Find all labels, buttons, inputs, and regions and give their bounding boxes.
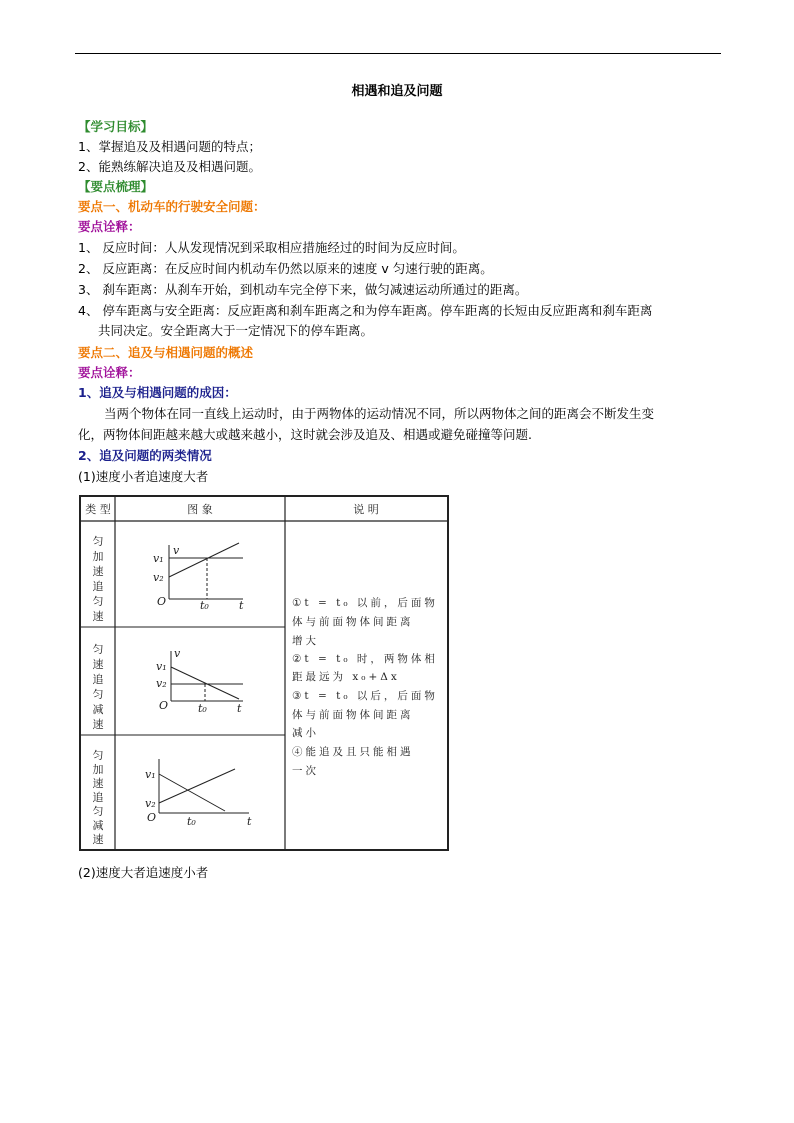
note-line-8: 减小 xyxy=(292,727,319,739)
point-1-item-3: 3、 刹车距离：从刹车开始，到机动车完全停下来，做匀减速运动所通过的距离。 xyxy=(78,282,528,297)
heading-goals: 【学习目标】 xyxy=(78,119,154,134)
note-line-1: ①t = t₀ 以前，后面物 xyxy=(292,597,438,609)
row-1-type-char-5: 匀 xyxy=(92,595,104,608)
row-1-type xyxy=(93,535,104,623)
point-2-explanation-label: 要点诠释： xyxy=(78,365,141,380)
note-line-6: ③t = t₀ 以后，后面物 xyxy=(292,690,438,702)
row-3-type-char-3: 速 xyxy=(92,777,104,790)
point-1-item-1: 1、 反应时间：人从发现情况到采取相应措施经过的时间为反应时间。 xyxy=(78,240,465,255)
row-2-type-char-1: 匀 xyxy=(92,643,104,656)
goal-1: 1、掌握追及及相遇问题的特点； xyxy=(78,139,261,154)
note-line-5: 距最远为 x₀+Δx xyxy=(292,671,400,683)
row-3-type-char-7: 速 xyxy=(92,833,104,846)
graph-1-t-label: t xyxy=(239,599,244,612)
point-1-explanation-label: 要点诠释： xyxy=(78,219,141,234)
goal-2: 2、能熟练解决追及及相遇问题。 xyxy=(78,159,261,174)
graph-2-t0-label: t₀ xyxy=(198,702,207,715)
graph-3-t0-label: t₀ xyxy=(187,815,196,828)
graph-2-v2-label: v₂ xyxy=(156,677,167,690)
point-1-item-2: 2、 反应距离：在反应时间内机动车仍然以原来的速度 v 匀速行驶的距离。 xyxy=(78,261,493,276)
graph-3-v1-label: v₁ xyxy=(145,768,156,781)
graph-1-origin: O xyxy=(157,595,167,608)
graph-2 xyxy=(171,651,243,701)
graph-1-t0-label: t₀ xyxy=(200,599,209,612)
row-3-type xyxy=(93,749,104,846)
graph-3-origin: O xyxy=(147,811,157,824)
row-2-type-char-2: 速 xyxy=(92,658,104,671)
header-graph: 图 象 xyxy=(187,503,213,516)
graph-2-v-label: v xyxy=(174,647,181,660)
causes-text-1: 当两个物体在同一直线上运动时，由于两物体的运动情况不同，所以两物体之间的距离会不断发生变 xyxy=(104,406,655,421)
heading-points: 【要点梳理】 xyxy=(78,179,154,194)
row-3-type-char-1: 匀 xyxy=(92,749,104,762)
note-line-9: ④能追及且只能相遇 xyxy=(292,746,414,758)
graph-2-origin: O xyxy=(159,699,169,712)
row-3-type-char-2: 加 xyxy=(92,763,104,776)
note-line-7: 体与前面物体间距离 xyxy=(292,709,414,721)
point-1-title: 要点一、机动车的行驶安全问题： xyxy=(78,199,266,214)
note-line-2: 体与前面物体间距离 xyxy=(292,616,414,628)
graph-3-accel-line xyxy=(159,769,235,803)
graph-1-v1-label: v₁ xyxy=(153,552,164,565)
point-2-title: 要点二、追及与相遇问题的概述 xyxy=(78,345,254,360)
graph-3 xyxy=(159,759,249,813)
row-2-type-char-4: 匀 xyxy=(92,688,104,701)
point-1-item-4: 4、 停车距离与安全距离：反应距离和刹车距离之和为停车距离。停车距离的长短由反应距离和刹车距离 xyxy=(78,303,653,318)
note-line-10: 一次 xyxy=(292,765,319,777)
graph-1-v-label: v xyxy=(173,544,180,557)
point-1-item-4-continued: 共同决定。安全距离大于一定情况下的停车距离。 xyxy=(98,323,374,338)
causes-text-2: 化，两物体间距越来越大或越来越小，这时就会涉及追及、相遇或避免碰撞等问题. xyxy=(78,427,532,442)
graph-3-v2-label: v₂ xyxy=(145,797,156,810)
case-2-heading: (2)速度大者追速度小者 xyxy=(78,865,209,880)
graph-2-t-label: t xyxy=(237,702,242,715)
row-1-type-char-1: 匀 xyxy=(92,535,104,548)
row-2-type-char-5: 减 xyxy=(92,703,104,716)
section-two-cases: 2、追及问题的两类情况 xyxy=(78,448,212,463)
section-causes: 1、追及与相遇问题的成因： xyxy=(78,385,237,400)
note-line-4: ②t = t₀ 时，两物体相 xyxy=(292,653,438,665)
graph-3-t-label: t xyxy=(247,815,252,828)
header-rule xyxy=(75,53,721,54)
graph-1-v2-label: v₂ xyxy=(153,571,164,584)
row-1-type-char-4: 追 xyxy=(92,580,104,593)
note-line-3: 增大 xyxy=(292,635,319,647)
header-notes: 说 明 xyxy=(353,503,379,516)
row-1-type-char-6: 速 xyxy=(92,610,104,623)
row-2-type-char-6: 速 xyxy=(92,718,104,731)
row-2-type xyxy=(93,643,104,731)
row-1-type-char-2: 加 xyxy=(92,550,104,563)
row-3-type-char-6: 减 xyxy=(92,819,104,832)
row-3-type-char-5: 匀 xyxy=(92,805,104,818)
graph-1 xyxy=(169,543,243,599)
graph-2-v1-label: v₁ xyxy=(156,660,167,673)
graph-1-accel-line xyxy=(169,543,239,577)
header-type: 类 型 xyxy=(85,503,111,516)
row-1-type-char-3: 速 xyxy=(92,565,104,578)
page-title: 相遇和追及问题 xyxy=(351,84,443,99)
row-2-type-char-3: 追 xyxy=(92,673,104,686)
graph-3-decel-line xyxy=(159,774,225,811)
case-1-heading: (1)速度小者追速度大者 xyxy=(78,469,209,484)
row-3-type-char-4: 追 xyxy=(92,791,104,804)
